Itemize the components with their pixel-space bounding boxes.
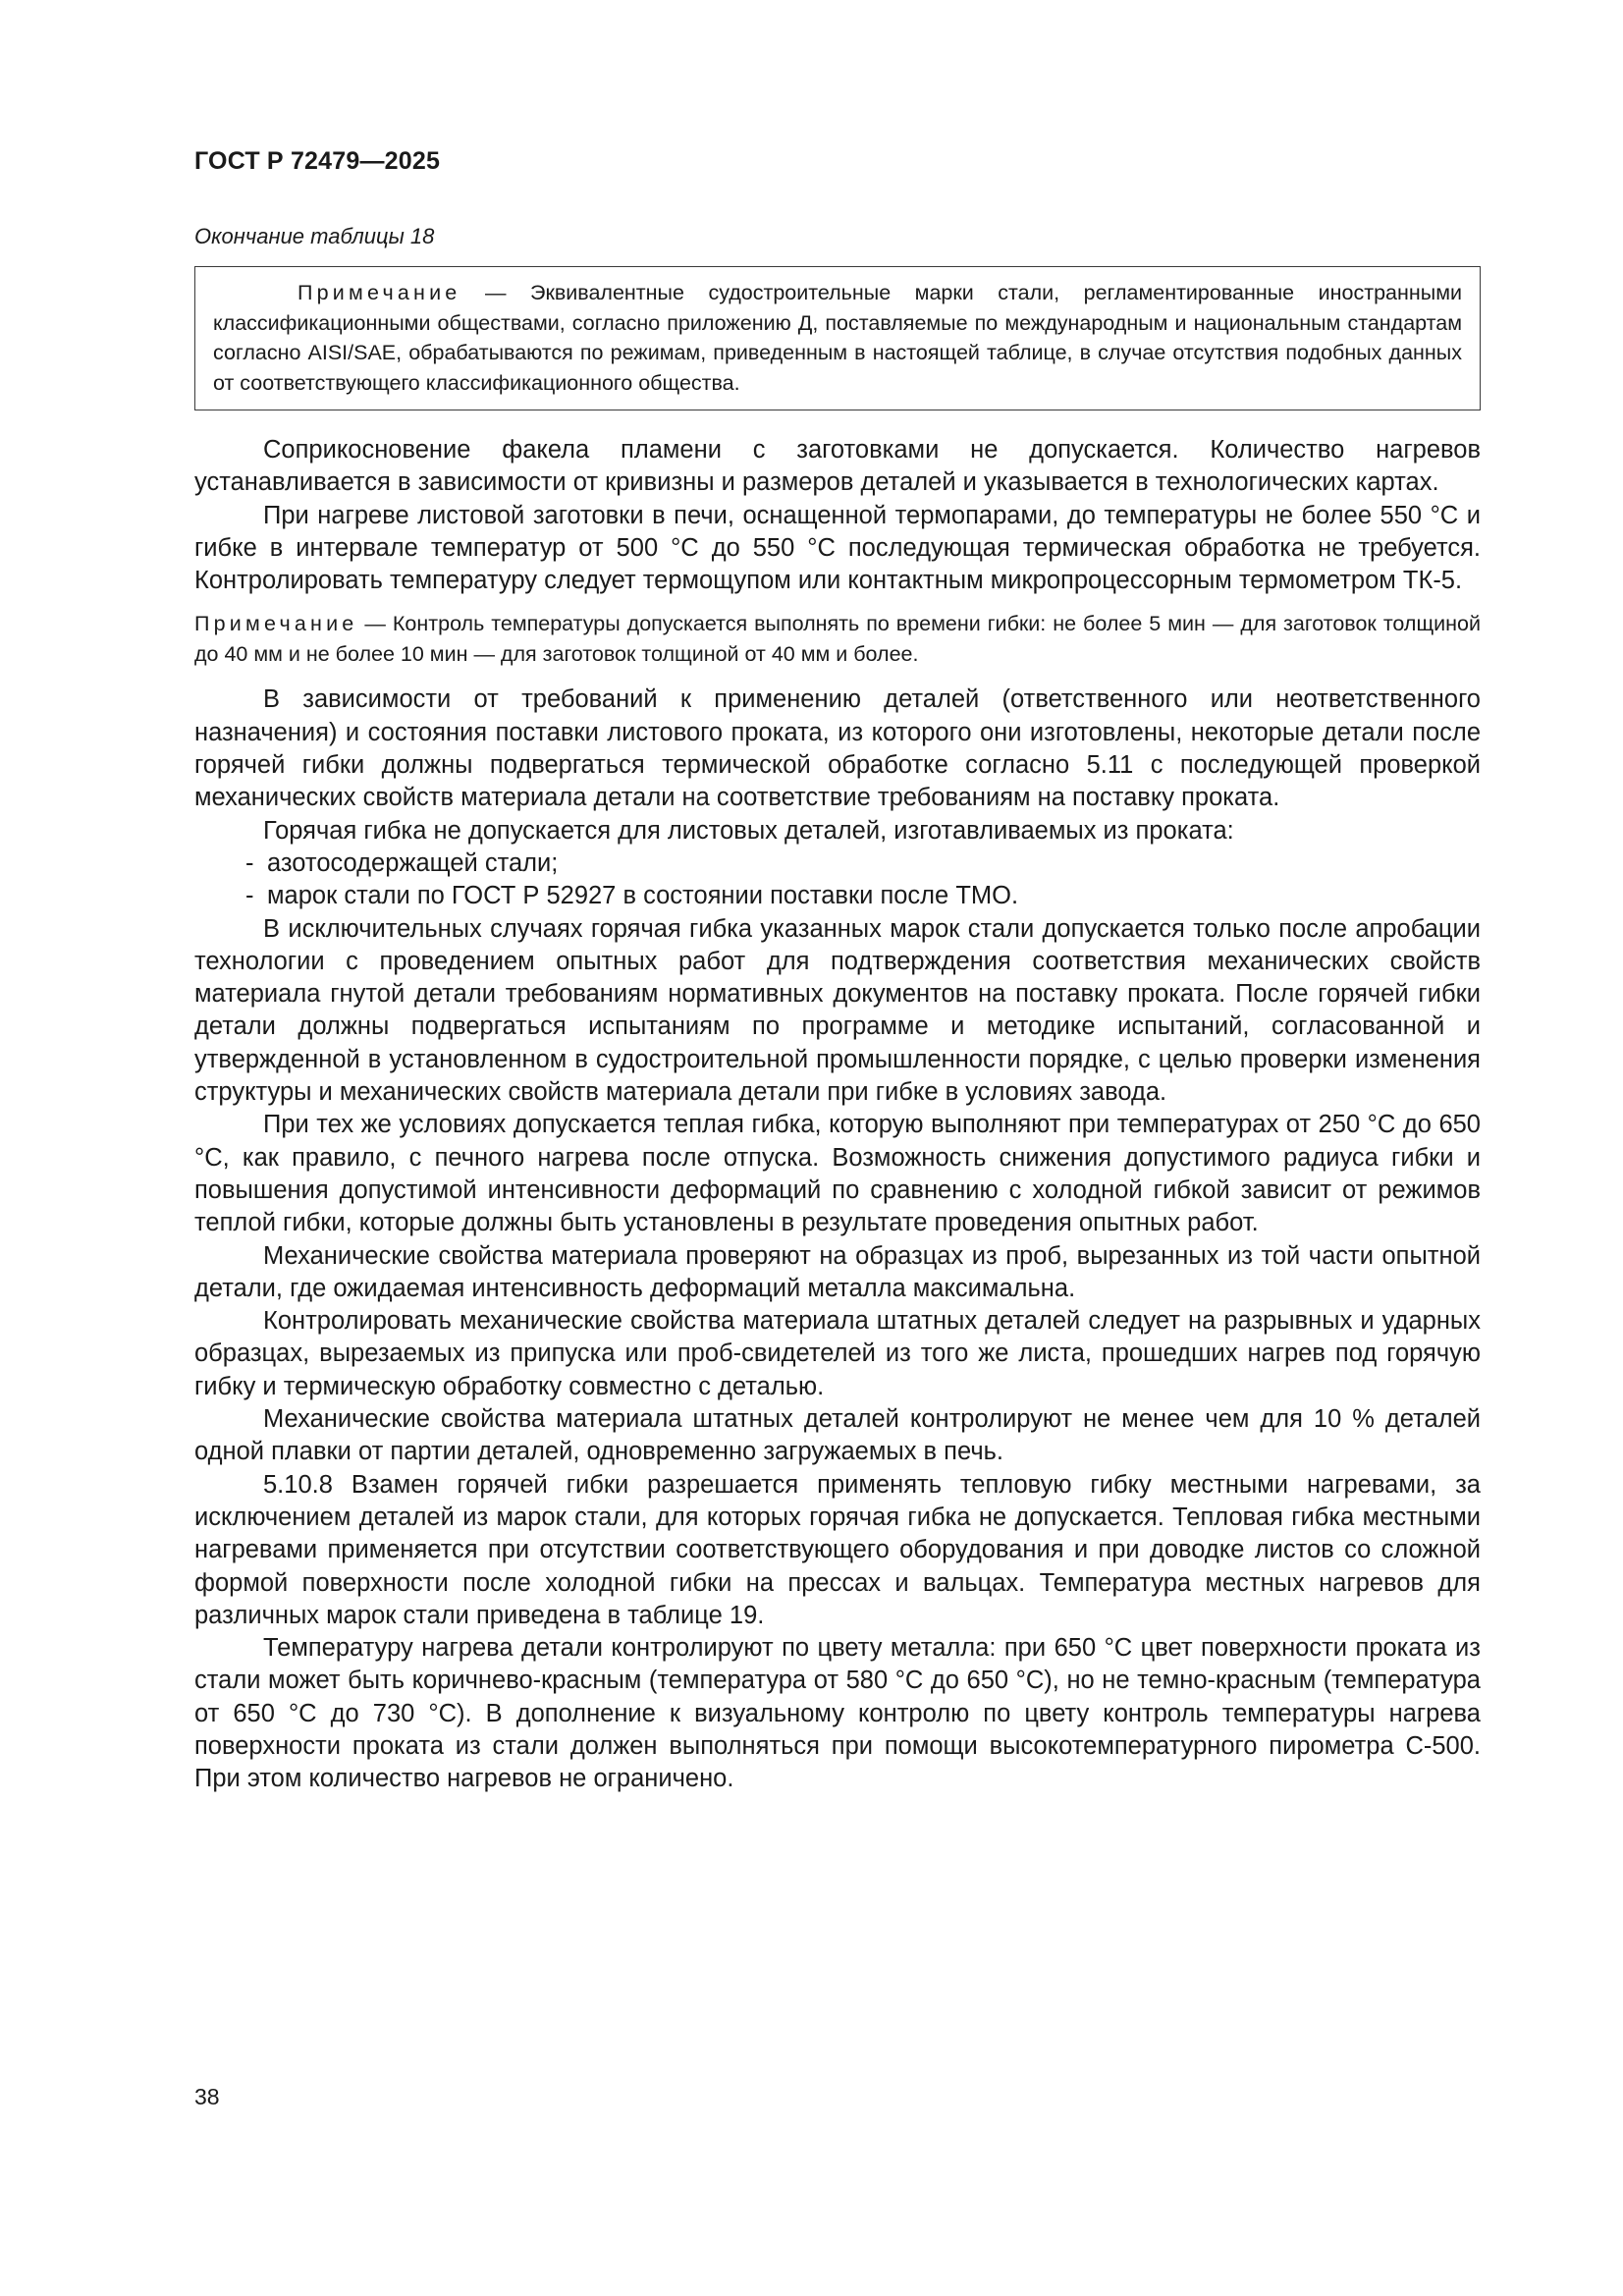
paragraph-3: В зависимости от требований к применению деталей (ответственного или неответственного назначения) и состояния поставки листового проката, из которого они изготовлены, некоторые детали после горячей гибки должны подвергаться термической обработке согласно 5.11 с последующей проверкой механических свойств материала детали на соответствие требованиям на поставку проката. <box>194 685 1481 812</box>
paragraph-7: Механические свойства материала проверяют на образцах из проб, вырезанных из той части опытной детали, где ожидаемая интенсивность деформаций металла максимальна. <box>194 1241 1481 1302</box>
table-note-label: Примечание <box>298 281 461 304</box>
page-number: 38 <box>194 2084 220 2109</box>
table-caption: Окончание таблицы 18 <box>194 224 435 248</box>
paragraph-6: При тех же условиях допускается теплая гибка, которую выполняют при температурах от 250 °С до 650 °С, как правило, с печного нагрева после отпуска. Возможность снижения допустимого радиуса гибки и повышения допустимой интенсивности деформаций по сравнению с холодной гибкой зависит от режимов теплой гибки, которые должны быть установлены в результате проведения опытных работ. <box>194 1111 1481 1237</box>
paragraph-8: Контролировать механические свойства материала штатных деталей следует на разрывных и ударных образцах, вырезаемых из припуска или проб-свидетелей из того же листа, прошедших нагрев под горячую гибку и термическую обработку совместно с деталью. <box>194 1307 1481 1400</box>
list-dash: - <box>245 848 254 877</box>
table-note-box <box>194 266 1481 410</box>
paragraph-11: Температуру нагрева детали контролируют по цвету металла: при 650 °С цвет поверхности проката из стали может быть коричнево-красным (температура от 580 °С до 650 °С), но не темно-красным (температура от 650 °С до 730 °С). В дополнение к визуальному контролю по цвету контроль температуры нагрева поверхности проката из стали должен выполняться при помощи высокотемпературного пирометра С-500. При этом количество нагревов не ограничено. <box>194 1634 1481 1793</box>
paragraph-4: Горячая гибка не допускается для листовых деталей, изготавливаемых из проката: <box>263 816 1234 845</box>
paragraph-1: Соприкосновение факела пламени с заготовками не допускается. Количество нагревов устанавливается в зависимости от кривизны и размеров деталей и указывается в технологических картах. <box>194 436 1481 497</box>
paragraph-9: Механические свойства материала штатных деталей контролируют не менее чем для 10 % деталей одной плавки от партии деталей, одновременно загружаемых в печь. <box>194 1405 1481 1466</box>
paragraph-5: В исключительных случаях горячая гибка указанных марок стали допускается только после апробации технологии с проведением опытных работ для подтверждения соответствия механических свойств материала гнутой детали требованиям нормативных документов на поставку проката. После горячей гибки детали должны подвергаться испытаниям по программе и методике испытаний, согласованной и утвержденной в установленном в судостроительной промышленности порядке, с целью проверки изменения структуры и механических свойств материала детали при гибке в условиях завода. <box>194 914 1481 1107</box>
list-item <box>194 847 1481 880</box>
body-text <box>194 434 1481 1796</box>
temperature-note <box>194 609 1481 670</box>
list-dash: - <box>245 882 254 910</box>
temperature-note-body: — Контроль температуры допускается выполнять по времени гибки: не более 5 мин — для заготовок толщиной до 40 мм и не более 10 мин — для заготовок толщиной от 40 мм и более. <box>194 612 1481 667</box>
document-code-header: ГОСТ Р 72479—2025 <box>194 147 441 175</box>
paragraph-10: 5.10.8 Взамен горячей гибки разрешается применять тепловую гибку местными нагревами, за исключением деталей из марок стали, для которых горячая гибка не допускается. Тепловая гибка местными нагревами применяется при отсутствии соответствующего оборудования и при доводке листов со сложной формой поверхности после холодной гибки на прессах и вальцах. Температура местных нагревов для различных марок стали приведена в таблице 19. <box>194 1470 1481 1629</box>
list-item-text: азотосодержащей стали; <box>267 848 559 877</box>
temperature-note-label: Примечание <box>194 612 358 636</box>
table-note-body: — Эквивалентные судостроительные марки стали, регламентированные иностранными классификационными обществами, согласно приложению Д, поставляемые по международным и национальным стандартам согласно AISI/SAE, обрабатываются по режимам, приведенным в настоящей таблице, в случае отсутствия подобных данных от соответствующего классификационного общества. <box>213 281 1462 395</box>
paragraph-2: При нагреве листовой заготовки в печи, оснащенной термопарами, до температуры не более 550 °С и гибке в интервале температур от 500 °С до 550 °С последующая термическая обработка не требуется. Контролировать температуру следует термощупом или контактным микропроцессорным термометром ТК-5. <box>194 501 1481 595</box>
list-item-text: марок стали по ГОСТ Р 52927 в состоянии поставки после ТМО. <box>267 882 1019 910</box>
table-note-text <box>213 278 1462 398</box>
list-item <box>194 880 1481 912</box>
